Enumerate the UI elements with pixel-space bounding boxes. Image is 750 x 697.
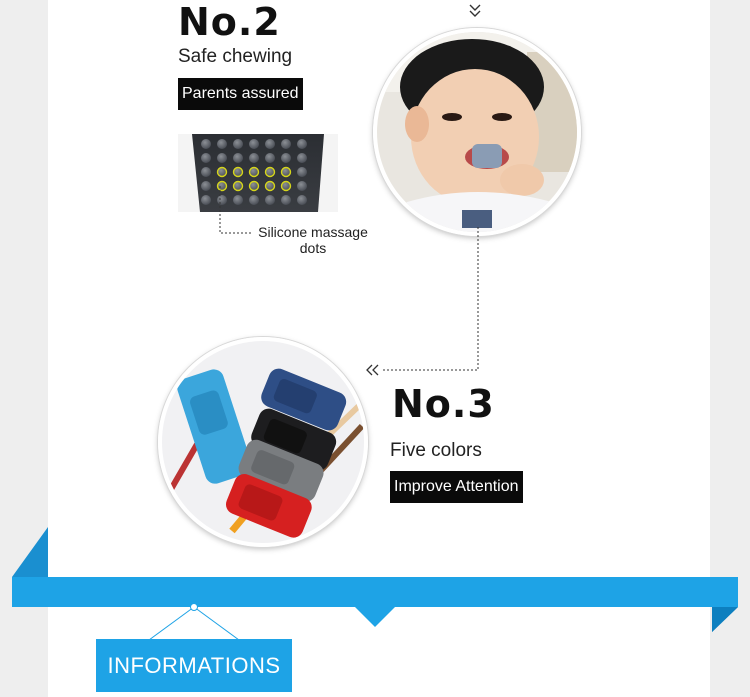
massage-dot — [201, 195, 211, 205]
dots-caption-line2: dots — [299, 240, 327, 256]
dots-caption — [248, 224, 378, 256]
section2-subtitle: Safe chewing — [178, 46, 293, 67]
section2-tag: Parents assured — [178, 78, 303, 110]
massage-dot — [281, 195, 291, 205]
blue-ribbon-banner — [12, 577, 738, 607]
massage-dot — [217, 139, 227, 149]
double-chevron-down-icon[interactable] — [466, 2, 484, 20]
section3-number: No.3 — [392, 382, 495, 426]
massage-dot — [233, 139, 243, 149]
massage-dot — [233, 153, 243, 163]
section-connector — [360, 225, 490, 375]
massage-dot — [265, 139, 275, 149]
massage-dot — [281, 153, 291, 163]
child-chewing-photo — [373, 28, 581, 236]
massage-dot — [249, 153, 259, 163]
section2-number: No.2 — [178, 0, 281, 44]
section3-subtitle: Five colors — [390, 440, 482, 461]
informations-heading[interactable]: INFORMATIONS — [96, 639, 292, 692]
five-colors-photo — [158, 337, 368, 547]
double-chevron-left-icon — [364, 363, 380, 377]
massage-dot — [297, 167, 307, 177]
massage-dot — [201, 153, 211, 163]
massage-dot — [297, 181, 307, 191]
massage-dot — [265, 195, 275, 205]
section3-tag: Improve Attention — [390, 471, 523, 503]
massage-dot — [249, 139, 259, 149]
silicone-dots-image — [178, 134, 338, 212]
massage-dot — [201, 167, 211, 177]
massage-dot — [297, 139, 307, 149]
massage-dot — [265, 153, 275, 163]
massage-dot — [201, 139, 211, 149]
massage-dot — [297, 153, 307, 163]
info-connector — [145, 600, 245, 642]
massage-dot — [217, 153, 227, 163]
massage-dot — [201, 181, 211, 191]
massage-dot — [297, 195, 307, 205]
dots-caption-line1: Silicone massage — [258, 224, 368, 240]
massage-dot — [281, 139, 291, 149]
